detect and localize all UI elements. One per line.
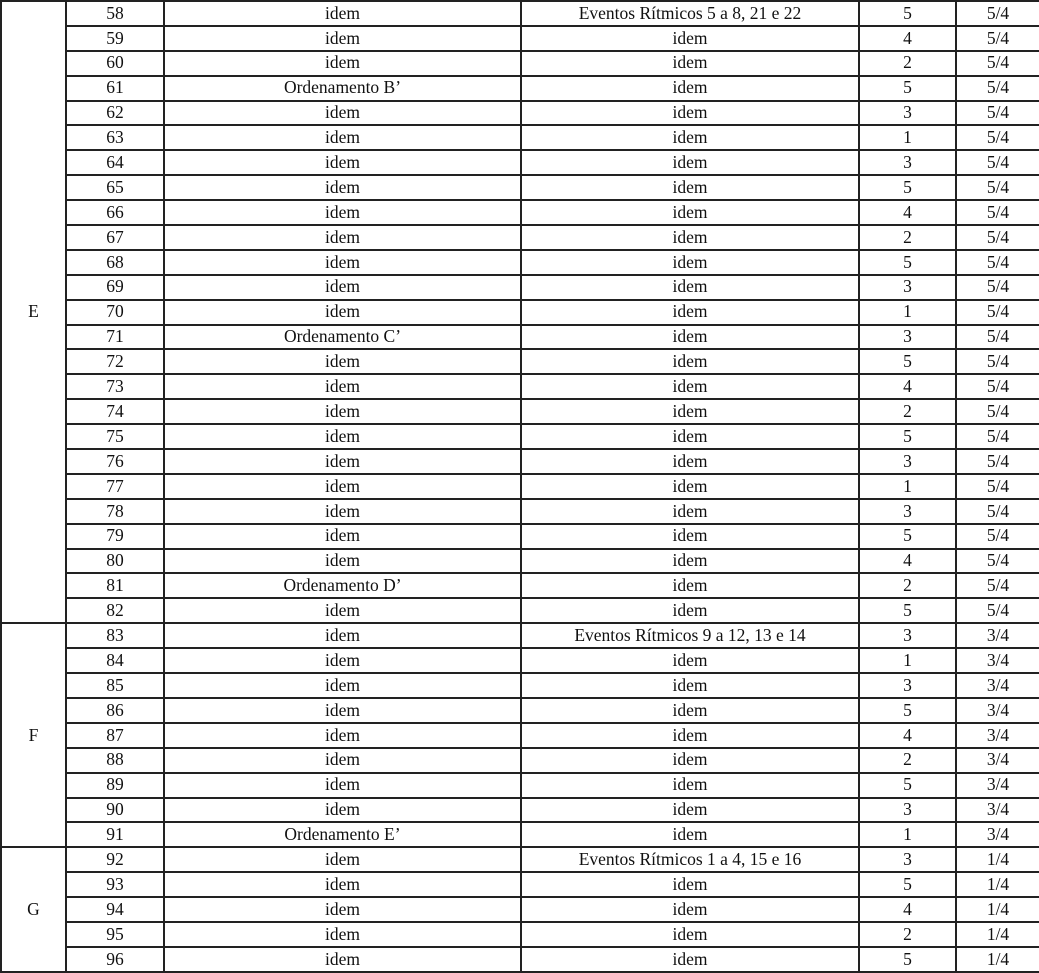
rhythmic-events-cell: idem — [521, 474, 859, 499]
table-row — [1, 424, 1039, 449]
meter-cell: 1/4 — [956, 847, 1039, 872]
level-value-cell: 1 — [859, 474, 956, 499]
rhythmic-events-cell: idem — [521, 101, 859, 126]
ordering-cell: idem — [164, 773, 521, 798]
level-value-cell: 2 — [859, 573, 956, 598]
table-row — [1, 598, 1039, 623]
level-value-cell: 4 — [859, 26, 956, 51]
measure-number-cell: 77 — [66, 474, 164, 499]
table-row — [1, 922, 1039, 947]
meter-cell: 5/4 — [956, 424, 1039, 449]
table-row — [1, 275, 1039, 300]
level-value-cell: 1 — [859, 822, 956, 847]
ordering-cell: idem — [164, 424, 521, 449]
meter-cell: 1/4 — [956, 897, 1039, 922]
ordering-cell: idem — [164, 897, 521, 922]
level-value-cell: 3 — [859, 673, 956, 698]
rhythmic-events-cell: idem — [521, 125, 859, 150]
measure-number-cell: 84 — [66, 648, 164, 673]
ordering-cell: idem — [164, 872, 521, 897]
level-value-cell: 2 — [859, 922, 956, 947]
ordering-cell: idem — [164, 175, 521, 200]
level-value-cell: 5 — [859, 872, 956, 897]
ordering-cell: idem — [164, 698, 521, 723]
level-value-cell: 3 — [859, 101, 956, 126]
measure-number-cell: 76 — [66, 449, 164, 474]
table-row — [1, 872, 1039, 897]
level-value-cell: 3 — [859, 449, 956, 474]
table-row — [1, 374, 1039, 399]
level-value-cell: 5 — [859, 698, 956, 723]
ordering-cell: idem — [164, 449, 521, 474]
measure-number-cell: 87 — [66, 723, 164, 748]
meter-cell: 5/4 — [956, 524, 1039, 549]
measure-number-cell: 94 — [66, 897, 164, 922]
table-row — [1, 325, 1039, 350]
table-row — [1, 300, 1039, 325]
table-body — [1, 1, 1039, 972]
table-row — [1, 175, 1039, 200]
table-row — [1, 573, 1039, 598]
rhythmic-events-cell: Eventos Rítmicos 5 a 8, 21 e 22 — [521, 1, 859, 26]
measure-number-cell: 73 — [66, 374, 164, 399]
table-row — [1, 798, 1039, 823]
ordering-cell: idem — [164, 101, 521, 126]
ordering-cell: idem — [164, 598, 521, 623]
rhythmic-events-cell: idem — [521, 26, 859, 51]
meter-cell: 5/4 — [956, 150, 1039, 175]
meter-cell: 1/4 — [956, 922, 1039, 947]
ordering-cell: idem — [164, 51, 521, 76]
ordering-cell: idem — [164, 300, 521, 325]
ordering-cell: Ordenamento B’ — [164, 76, 521, 101]
ordering-cell: idem — [164, 374, 521, 399]
ordering-cell: idem — [164, 275, 521, 300]
table-row — [1, 499, 1039, 524]
measure-number-cell: 69 — [66, 275, 164, 300]
measure-number-cell: 89 — [66, 773, 164, 798]
level-value-cell: 5 — [859, 598, 956, 623]
measure-number-cell: 61 — [66, 76, 164, 101]
level-value-cell: 1 — [859, 648, 956, 673]
level-value-cell: 3 — [859, 623, 956, 648]
meter-cell: 5/4 — [956, 76, 1039, 101]
meter-cell: 3/4 — [956, 822, 1039, 847]
ordering-cell: idem — [164, 723, 521, 748]
measure-number-cell: 63 — [66, 125, 164, 150]
meter-cell: 5/4 — [956, 250, 1039, 275]
ordering-cell: idem — [164, 225, 521, 250]
table-row — [1, 250, 1039, 275]
ordering-cell: idem — [164, 947, 521, 972]
measure-number-cell: 91 — [66, 822, 164, 847]
meter-cell: 3/4 — [956, 623, 1039, 648]
level-value-cell: 3 — [859, 847, 956, 872]
measure-number-cell: 65 — [66, 175, 164, 200]
meter-cell: 3/4 — [956, 723, 1039, 748]
rhythmic-events-cell: idem — [521, 698, 859, 723]
ordering-cell: idem — [164, 1, 521, 26]
measure-number-cell: 83 — [66, 623, 164, 648]
measure-number-cell: 95 — [66, 922, 164, 947]
rhythmic-events-cell: idem — [521, 424, 859, 449]
rhythmic-events-cell: idem — [521, 275, 859, 300]
measure-number-cell: 70 — [66, 300, 164, 325]
rhythmic-events-cell: idem — [521, 524, 859, 549]
level-value-cell: 2 — [859, 748, 956, 773]
ordering-cell: idem — [164, 673, 521, 698]
section-label-cell: F — [1, 623, 66, 847]
level-value-cell: 3 — [859, 798, 956, 823]
meter-cell: 5/4 — [956, 549, 1039, 574]
table-row — [1, 897, 1039, 922]
measure-number-cell: 64 — [66, 150, 164, 175]
rhythmic-events-cell: idem — [521, 76, 859, 101]
rhythmic-events-cell: idem — [521, 798, 859, 823]
measure-number-cell: 72 — [66, 349, 164, 374]
meter-cell: 5/4 — [956, 598, 1039, 623]
rhythmic-events-cell: idem — [521, 250, 859, 275]
meter-cell: 5/4 — [956, 51, 1039, 76]
ordering-cell: idem — [164, 847, 521, 872]
rhythmic-events-cell: idem — [521, 872, 859, 897]
table-row — [1, 474, 1039, 499]
meter-cell: 5/4 — [956, 573, 1039, 598]
ordering-cell: Ordenamento C’ — [164, 325, 521, 350]
meter-cell: 1/4 — [956, 872, 1039, 897]
rhythmic-events-cell: idem — [521, 300, 859, 325]
meter-cell: 5/4 — [956, 175, 1039, 200]
measure-number-cell: 93 — [66, 872, 164, 897]
level-value-cell: 5 — [859, 76, 956, 101]
measure-number-cell: 90 — [66, 798, 164, 823]
level-value-cell: 4 — [859, 200, 956, 225]
meter-cell: 3/4 — [956, 798, 1039, 823]
measure-number-cell: 58 — [66, 1, 164, 26]
meter-cell: 5/4 — [956, 449, 1039, 474]
rhythmic-events-cell: idem — [521, 499, 859, 524]
meter-cell: 5/4 — [956, 325, 1039, 350]
rhythmic-events-cell: Eventos Rítmicos 1 a 4, 15 e 16 — [521, 847, 859, 872]
level-value-cell: 5 — [859, 524, 956, 549]
measure-number-cell: 78 — [66, 499, 164, 524]
meter-cell: 5/4 — [956, 225, 1039, 250]
meter-cell: 5/4 — [956, 200, 1039, 225]
rhythmic-events-cell: idem — [521, 822, 859, 847]
level-value-cell: 1 — [859, 125, 956, 150]
ordering-cell: idem — [164, 524, 521, 549]
measure-number-cell: 71 — [66, 325, 164, 350]
meter-cell: 3/4 — [956, 748, 1039, 773]
ordering-cell: idem — [164, 349, 521, 374]
rhythmic-events-cell: idem — [521, 51, 859, 76]
meter-cell: 5/4 — [956, 101, 1039, 126]
rhythmic-events-cell: idem — [521, 449, 859, 474]
table-row — [1, 200, 1039, 225]
meter-cell: 5/4 — [956, 125, 1039, 150]
level-value-cell: 4 — [859, 897, 956, 922]
meter-cell: 5/4 — [956, 499, 1039, 524]
table-row — [1, 449, 1039, 474]
measure-number-cell: 74 — [66, 399, 164, 424]
level-value-cell: 2 — [859, 51, 956, 76]
measure-number-cell: 96 — [66, 947, 164, 972]
level-value-cell: 5 — [859, 250, 956, 275]
table-row — [1, 125, 1039, 150]
ordering-cell: idem — [164, 748, 521, 773]
table-row — [1, 947, 1039, 972]
ordering-cell: idem — [164, 499, 521, 524]
table-row — [1, 648, 1039, 673]
ordering-cell: Ordenamento D’ — [164, 573, 521, 598]
level-value-cell: 2 — [859, 225, 956, 250]
ordering-cell: Ordenamento E’ — [164, 822, 521, 847]
level-value-cell: 4 — [859, 374, 956, 399]
ordering-cell: idem — [164, 623, 521, 648]
table-row — [1, 723, 1039, 748]
ordering-cell: idem — [164, 798, 521, 823]
level-value-cell: 5 — [859, 947, 956, 972]
section-label-cell: E — [1, 1, 66, 623]
measure-number-cell: 82 — [66, 598, 164, 623]
rhythmic-events-cell: idem — [521, 175, 859, 200]
meter-cell: 5/4 — [956, 474, 1039, 499]
rhythmic-events-cell: idem — [521, 598, 859, 623]
meter-cell: 5/4 — [956, 399, 1039, 424]
meter-cell: 5/4 — [956, 26, 1039, 51]
rhythmic-events-cell: idem — [521, 325, 859, 350]
rhythmic-events-cell: idem — [521, 549, 859, 574]
table-row — [1, 748, 1039, 773]
meter-cell: 3/4 — [956, 648, 1039, 673]
meter-cell: 5/4 — [956, 374, 1039, 399]
level-value-cell: 1 — [859, 300, 956, 325]
measure-number-cell: 68 — [66, 250, 164, 275]
table-row — [1, 225, 1039, 250]
table-row — [1, 101, 1039, 126]
measure-number-cell: 88 — [66, 748, 164, 773]
meter-cell: 3/4 — [956, 698, 1039, 723]
table-row — [1, 26, 1039, 51]
table-row — [1, 1, 1039, 26]
level-value-cell: 4 — [859, 723, 956, 748]
measure-number-cell: 62 — [66, 101, 164, 126]
level-value-cell: 3 — [859, 275, 956, 300]
ordering-cell: idem — [164, 648, 521, 673]
table-row — [1, 673, 1039, 698]
table-row — [1, 51, 1039, 76]
measure-number-cell: 75 — [66, 424, 164, 449]
table-row — [1, 150, 1039, 175]
level-value-cell: 5 — [859, 175, 956, 200]
measure-number-cell: 92 — [66, 847, 164, 872]
rhythmic-events-cell: idem — [521, 573, 859, 598]
measure-number-cell: 81 — [66, 573, 164, 598]
rhythmic-events-cell: idem — [521, 748, 859, 773]
ordering-cell: idem — [164, 150, 521, 175]
level-value-cell: 2 — [859, 399, 956, 424]
table-row — [1, 847, 1039, 872]
section-label-cell: G — [1, 847, 66, 971]
meter-cell: 5/4 — [956, 300, 1039, 325]
table-row — [1, 698, 1039, 723]
rhythmic-events-cell: Eventos Rítmicos 9 a 12, 13 e 14 — [521, 623, 859, 648]
table-row — [1, 524, 1039, 549]
level-value-cell: 5 — [859, 349, 956, 374]
rhythmic-events-cell: idem — [521, 723, 859, 748]
ordering-cell: idem — [164, 250, 521, 275]
ordering-cell: idem — [164, 125, 521, 150]
level-value-cell: 3 — [859, 325, 956, 350]
meter-cell: 5/4 — [956, 349, 1039, 374]
level-value-cell: 5 — [859, 1, 956, 26]
rhythmic-events-cell: idem — [521, 773, 859, 798]
measure-number-cell: 67 — [66, 225, 164, 250]
meter-cell: 5/4 — [956, 275, 1039, 300]
measure-number-cell: 59 — [66, 26, 164, 51]
measure-number-cell: 60 — [66, 51, 164, 76]
ordering-cell: idem — [164, 922, 521, 947]
rhythmic-events-cell: idem — [521, 374, 859, 399]
measure-number-cell: 66 — [66, 200, 164, 225]
rhythmic-events-cell: idem — [521, 673, 859, 698]
level-value-cell: 5 — [859, 424, 956, 449]
table-row — [1, 773, 1039, 798]
measure-number-cell: 85 — [66, 673, 164, 698]
level-value-cell: 3 — [859, 150, 956, 175]
rhythmic-events-cell: idem — [521, 922, 859, 947]
table-row — [1, 822, 1039, 847]
rhythmic-events-cell: idem — [521, 200, 859, 225]
level-value-cell: 3 — [859, 499, 956, 524]
ordering-cell: idem — [164, 200, 521, 225]
meter-cell: 3/4 — [956, 773, 1039, 798]
ordering-cell: idem — [164, 549, 521, 574]
level-value-cell: 4 — [859, 549, 956, 574]
rhythmic-events-cell: idem — [521, 648, 859, 673]
rhythmic-events-cell: idem — [521, 897, 859, 922]
level-value-cell: 5 — [859, 773, 956, 798]
rhythmic-events-cell: idem — [521, 947, 859, 972]
meter-cell: 5/4 — [956, 1, 1039, 26]
table-row — [1, 623, 1039, 648]
meter-cell: 1/4 — [956, 947, 1039, 972]
rhythmic-events-cell: idem — [521, 399, 859, 424]
ordering-cell: idem — [164, 399, 521, 424]
measure-number-cell: 80 — [66, 549, 164, 574]
measure-number-cell: 86 — [66, 698, 164, 723]
table-row — [1, 349, 1039, 374]
rhythmic-events-cell: idem — [521, 225, 859, 250]
table-row — [1, 549, 1039, 574]
meter-cell: 3/4 — [956, 673, 1039, 698]
table-row — [1, 76, 1039, 101]
ordering-cell: idem — [164, 474, 521, 499]
table-row — [1, 399, 1039, 424]
ordering-cell: idem — [164, 26, 521, 51]
rhythmic-events-cell: idem — [521, 349, 859, 374]
rhythmic-events-cell: idem — [521, 150, 859, 175]
measure-number-cell: 79 — [66, 524, 164, 549]
